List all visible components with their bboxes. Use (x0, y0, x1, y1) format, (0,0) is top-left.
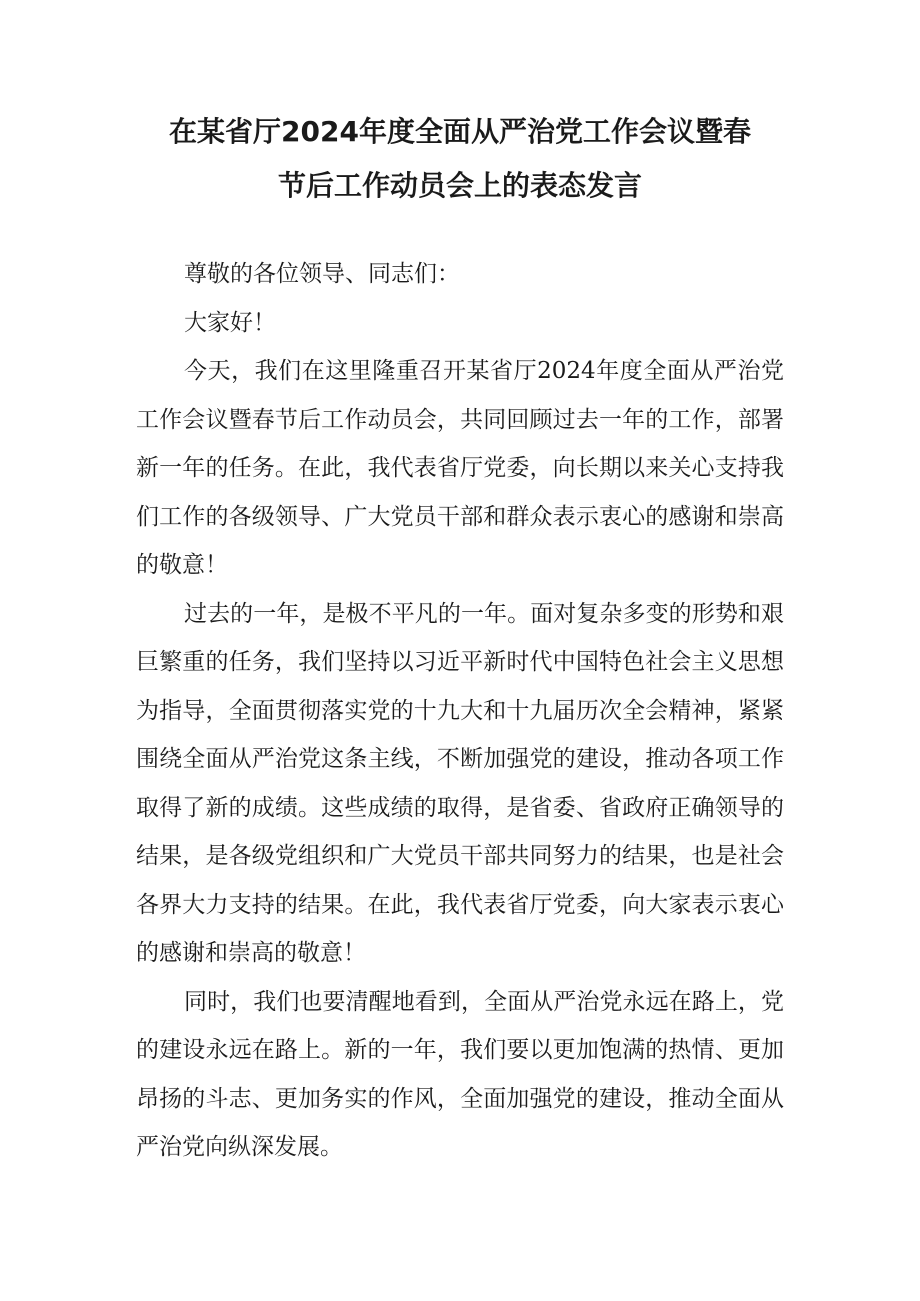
salutation: 尊敬的各位领导、同志们： (184, 261, 460, 287)
document-title-line-2: 节后工作动员会上的表态发言 (277, 169, 642, 202)
paragraph: 过去的一年，是极不平凡的一年。面对复杂多变的形势和艰巨繁重的任务，我们坚持以习近平新时代中国特色社会主义思想为指导，全面贯彻落实党的十九大和十九届历次全会精神，紧紧围绕全面从严治党这条主线，不断加强党的建设，推动各项工作取得了新的成绩。这些成绩的取得，是省委、省政府正确领导的结果，是各级党组织和广大党员干部共同努力的结果，也是社会各界大力支持的结果。在此，我代表省厅党委，向大家表示衷心的感谢和崇高的敬意！ (136, 600, 784, 966)
document-title-line-1: 在某省厅2024年度全面从严治党工作会议暨春 (169, 115, 751, 148)
paragraph: 今天，我们在这里隆重召开某省厅2024年度全面从严治党工作会议暨春节后工作动员会，共同回顾过去一年的工作，部署新一年的任务。在此，我代表省厅党委，向长期以来关心支持我们工作的各级领导、广大党员干部和群众表示衷心的感谢和崇高的敬意！ (136, 358, 784, 578)
greeting: 大家好！ (184, 309, 276, 336)
document-body (136, 250, 784, 1172)
paragraph: 同时，我们也要清醒地看到，全面从严治党永远在路上，党的建设永远在路上。新的一年，我们要以更加饱满的热情、更加昂扬的斗志、更加务实的作风，全面加强党的建设，推动全面从严治党向纵深发展。 (136, 988, 784, 1160)
